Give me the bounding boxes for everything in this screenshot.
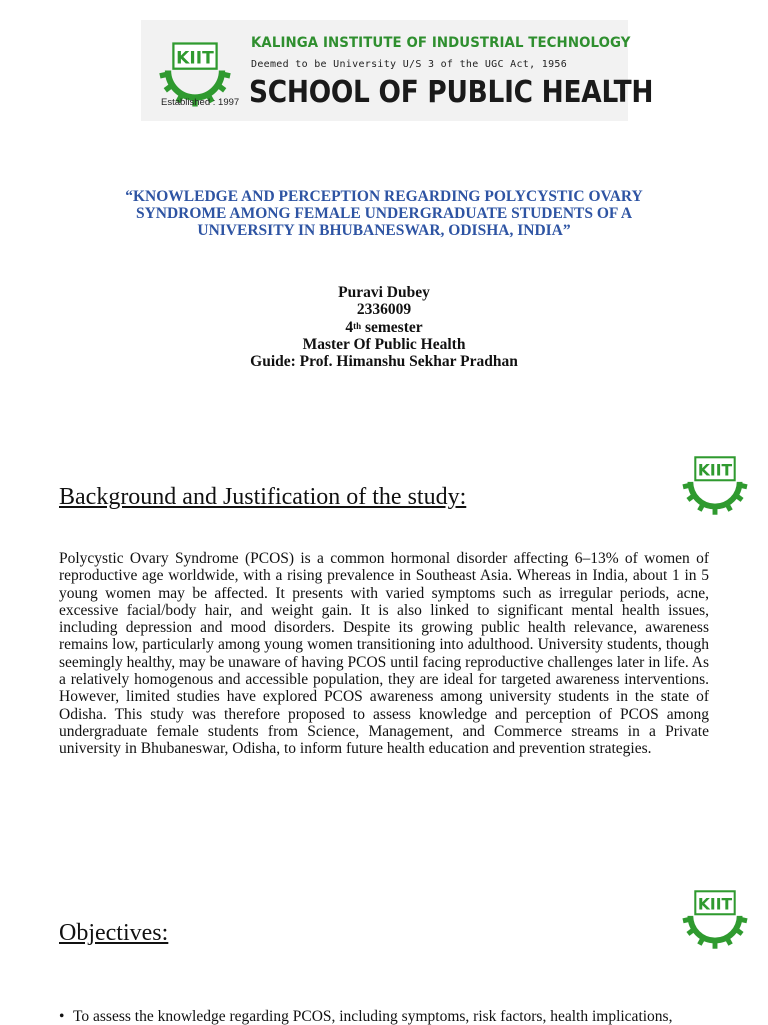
author-name: Puravi Dubey <box>338 284 430 301</box>
objective-item: • To assess the knowledge regarding PCOS, including symptoms, risk factors, health implications, <box>59 1008 673 1025</box>
bullet-icon: • <box>59 1008 65 1025</box>
semester: 4th semester <box>345 318 423 336</box>
background-heading: Background and Justification of the study: <box>59 484 467 510</box>
objectives-heading: Objectives: <box>59 920 169 946</box>
guide-name: Guide: Prof. Himanshu Sekhar Pradhan <box>250 353 518 371</box>
established-label: Established : 1997 <box>161 97 240 108</box>
institute-name: KALINGA INSTITUTE OF INDUSTRIAL TECHNOLOGY <box>251 35 631 51</box>
deemed-university-line: Deemed to be University U/S 3 of the UGC Act, 1956 <box>251 59 568 70</box>
program-name: Master Of Public Health <box>302 335 466 353</box>
author-block <box>150 284 618 370</box>
kiit-logo-icon <box>676 454 754 518</box>
study-title: “KNOWLEDGE AND PERCEPTION REGARDING POLYCYSTIC OVARY SYNDROME AMONG FEMALE UNDERGRADUATE STUDENTS OF A UNIVERSITY IN BHUBANESWAR, ODISHA, INDIA” <box>125 188 643 239</box>
kiit-logo-icon <box>676 888 754 952</box>
school-name: SCHOOL OF PUBLIC HEALTH <box>249 75 654 110</box>
roll-number: 2336009 <box>356 301 412 319</box>
institution-banner <box>141 20 654 121</box>
background-paragraph: Polycystic Ovary Syndrome (PCOS) is a common hormonal disorder affecting 6–13% of women of reproductive age worldwide, with a rising prevalence in Southeast Asia. Whereas in India, about 1 in 5 young women may be affected. It presents with varied symptoms such as irregular periods, acne, excessive facial/body hair, and weight gain. It is also linked to significant mental health issues, including depression and mood disorders. Despite its growing public health relevance, awareness remains low, particularly among young women transitioning into adulthood. University students, though seemingly healthy, may be unaware of having PCOS until facing reproductive challenges later in life. As a relatively homogenous and accessible population, they are ideal for targeted awareness interventions. However, limited studies have explored PCOS awareness among university students in the state of Odisha. This study was therefore proposed to assess knowledge and perception of PCOS among undergraduate female students from Science, Management, and Commerce streams in a Private university in Bhubaneswar, Odisha, to inform future health education and prevention strategies. <box>59 550 709 758</box>
